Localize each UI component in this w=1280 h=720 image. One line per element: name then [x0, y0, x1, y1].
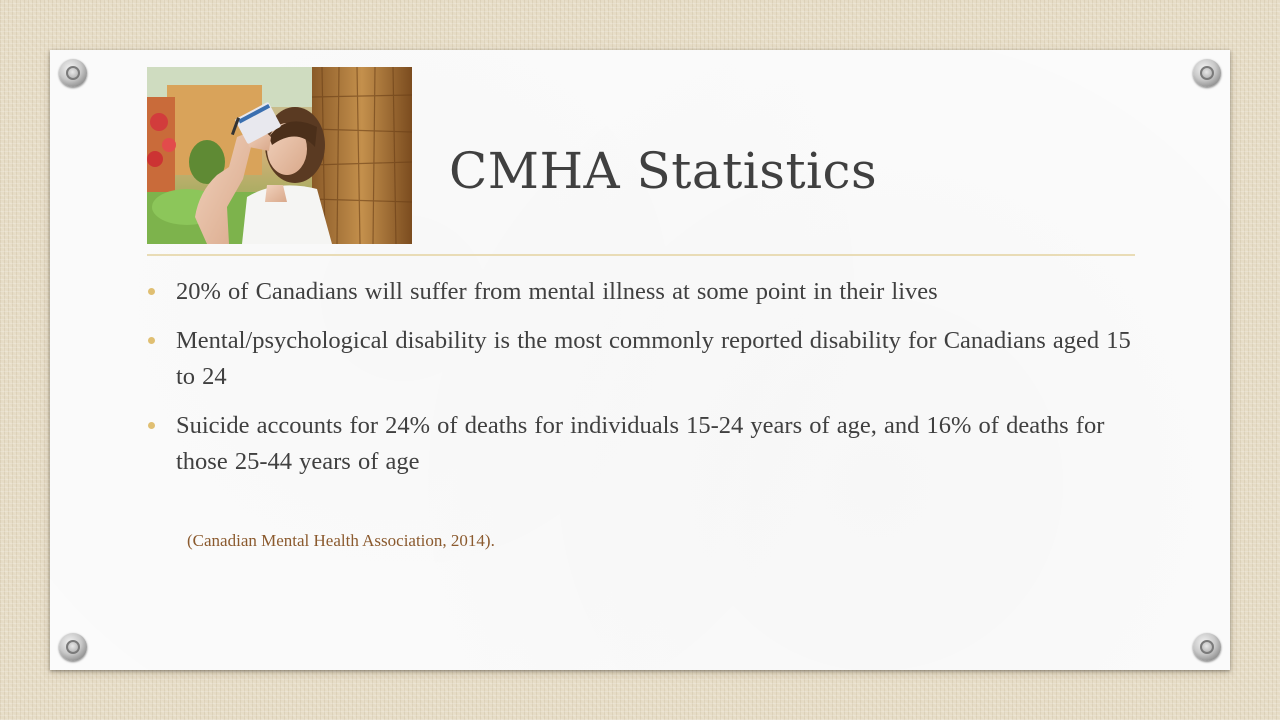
bullet-item	[147, 323, 1137, 395]
rivet-icon-bottom-right	[1193, 633, 1221, 661]
slide-title: CMHA Statistics	[449, 142, 878, 200]
bullet-text: Suicide accounts for 24% of deaths for individuals 15-24 years of age, and 16% of deaths for those 25-44 years of age	[176, 412, 1105, 475]
citation: (Canadian Mental Health Association, 2014).	[187, 531, 495, 550]
rivet-icon-top-left	[59, 59, 87, 87]
bullet-text: 20% of Canadians will suffer from mental illness at some point in their lives	[176, 278, 938, 305]
bullet-item	[147, 274, 1137, 310]
stressed-woman-photo	[147, 67, 412, 244]
bullet-text: Mental/psychological disability is the most commonly reported disability for Canadians aged 15 to 24	[176, 327, 1131, 390]
title-divider	[147, 254, 1135, 256]
bullet-dot-icon	[148, 337, 155, 344]
bullet-dot-icon	[148, 288, 155, 295]
bullet-list	[147, 274, 1137, 493]
bullet-dot-icon	[148, 422, 155, 429]
rivet-icon-top-right	[1193, 59, 1221, 87]
rivet-icon-bottom-left	[59, 633, 87, 661]
bullet-item	[147, 408, 1137, 480]
